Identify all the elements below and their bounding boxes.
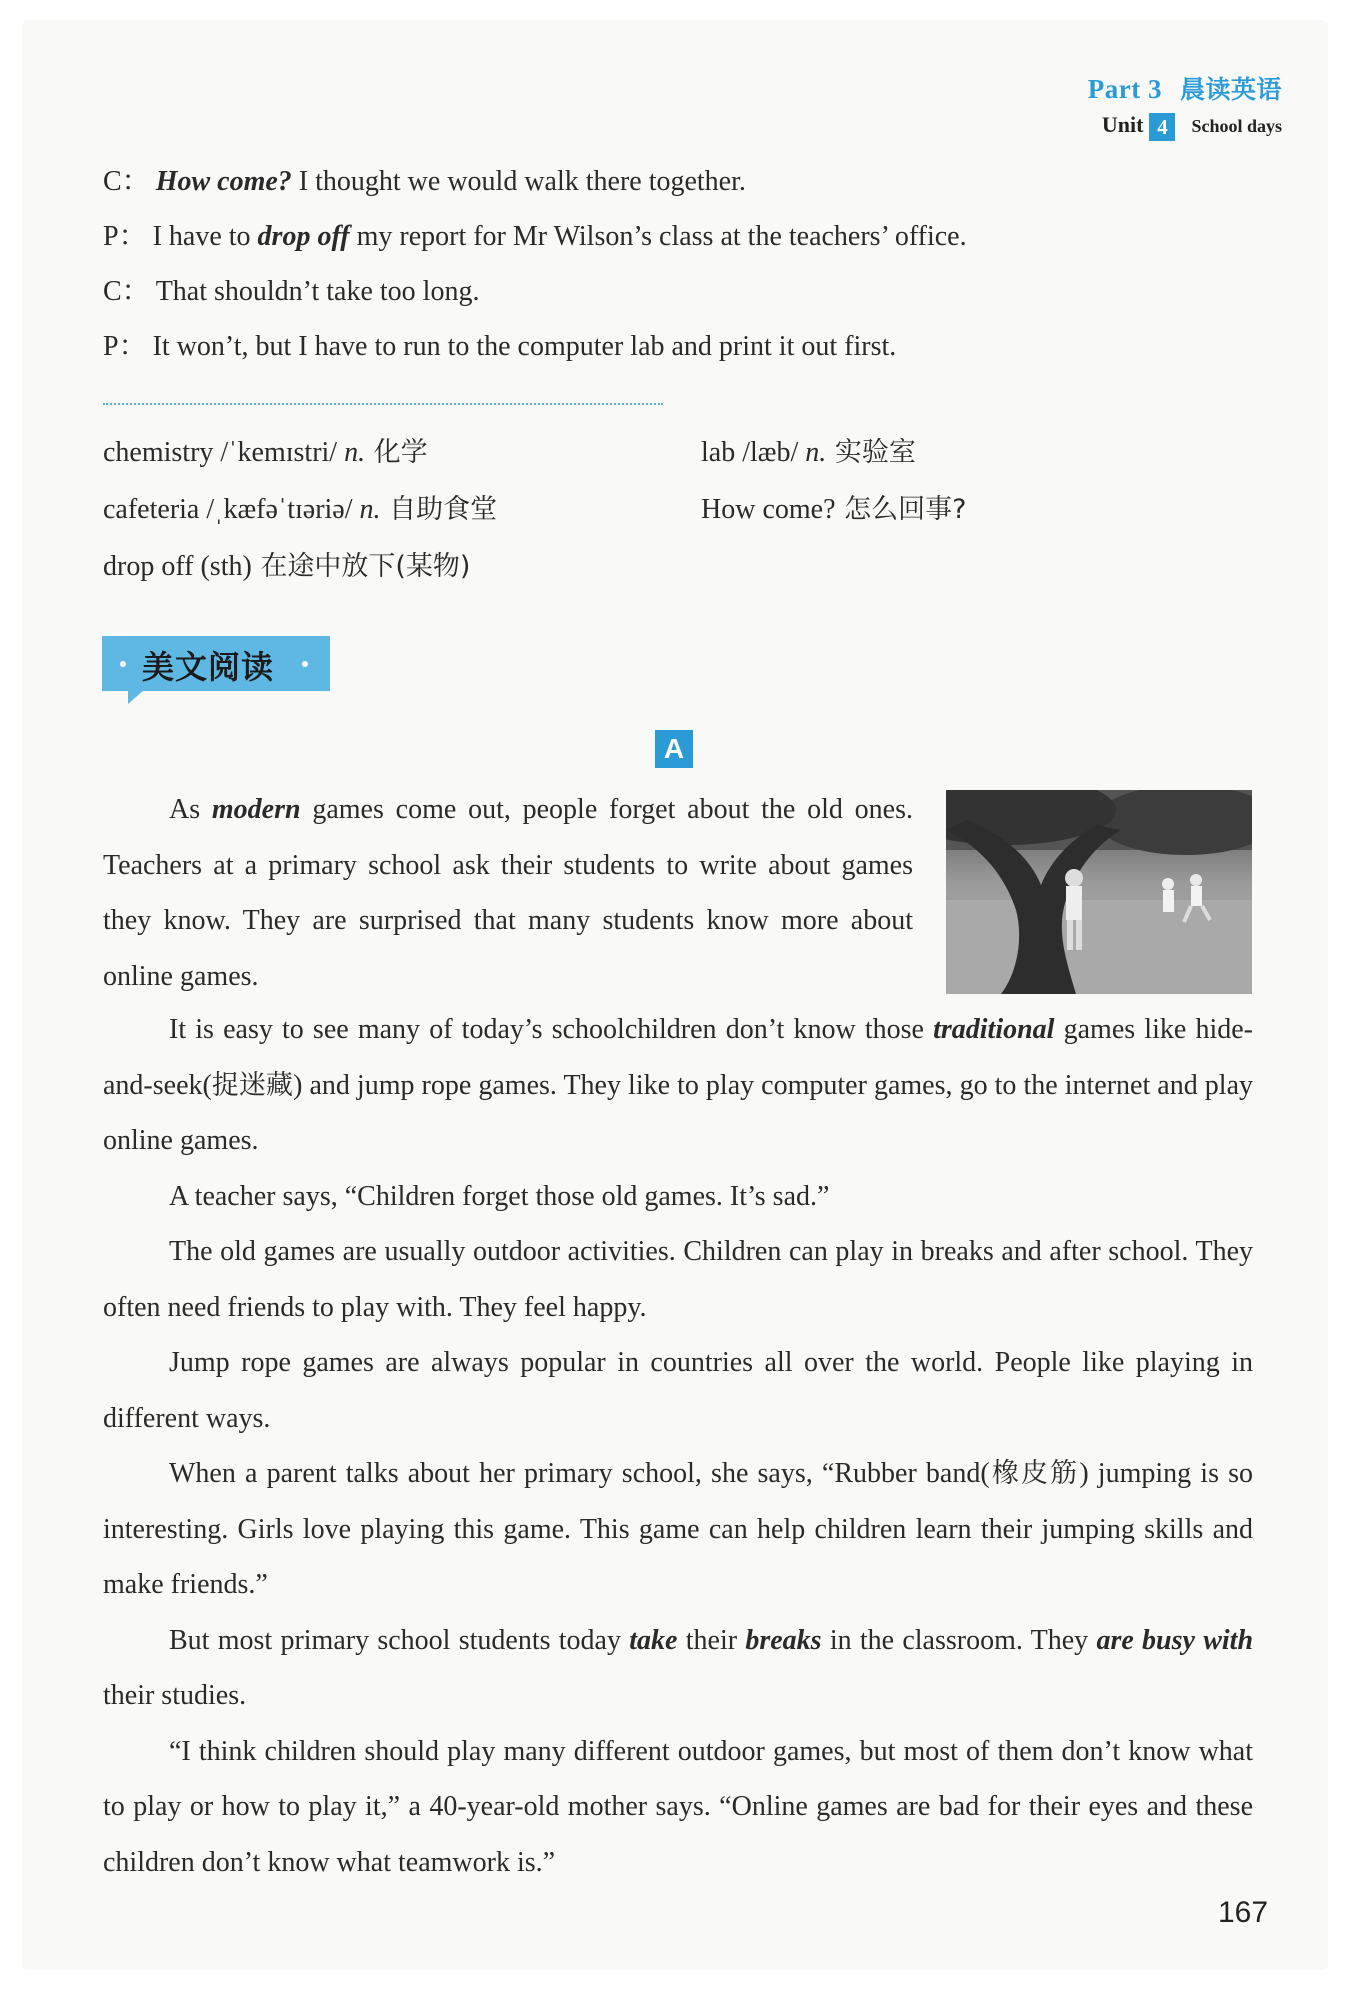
vocab-meaning: 在途中放下(某物)	[251, 551, 471, 582]
speaker-label: C：	[103, 276, 150, 307]
dialogue	[103, 154, 1253, 374]
key-word: breaks	[745, 1624, 822, 1656]
vocab-word: drop off (sth)	[103, 551, 252, 582]
vocab-meaning: 实验室	[826, 437, 916, 468]
dialogue-line	[103, 209, 1253, 264]
dialogue-line	[103, 264, 1253, 319]
speaker-label: P：	[103, 331, 147, 362]
key-word: traditional	[933, 1014, 1055, 1045]
dialogue-text: I have to	[152, 221, 258, 252]
paragraph-text: But most primary school students today	[169, 1624, 630, 1656]
vocab-meaning: 怎么回事?	[835, 494, 967, 525]
vocab-item-drop-off	[103, 544, 470, 583]
unit-number-badge: 4	[1149, 113, 1175, 141]
vocab-pos: n.	[805, 437, 827, 468]
dialogue-text: my report for Mr Wilson’s class at the teachers’ office.	[349, 221, 967, 252]
key-phrase: How come?	[155, 166, 292, 197]
unit-title	[1088, 112, 1282, 141]
vocab-word: cafeteria	[103, 494, 200, 525]
page-header	[1088, 70, 1282, 141]
vocab-word: chemistry	[103, 437, 214, 468]
key-word: are busy with	[1096, 1624, 1254, 1656]
dot-icon	[302, 661, 308, 667]
paragraph	[103, 1613, 1253, 1724]
paragraph-text: games like hide-and-seek(	[103, 1014, 1253, 1101]
paragraph-text: As	[169, 794, 212, 825]
part-label: Part 3	[1087, 74, 1162, 104]
paragraph-text: their studies.	[103, 1680, 247, 1711]
reading-passage	[103, 782, 1253, 1890]
dot-icon	[120, 661, 126, 667]
key-word: modern	[211, 794, 301, 825]
section-title: 美文阅读	[142, 648, 275, 686]
passage-letter-badge: A	[655, 730, 693, 768]
paragraph	[103, 1002, 1253, 1169]
paragraph-text: When a parent talks about her primary school, she says, “Rubber band(	[169, 1458, 990, 1489]
part-cn-label: 晨读英语	[1179, 75, 1282, 104]
chinese-gloss: 捉迷藏	[211, 1069, 294, 1101]
vocab-word: How come?	[701, 494, 836, 525]
dotted-divider	[103, 403, 663, 405]
vocab-meaning: 化学	[365, 437, 428, 468]
vocab-pos: n.	[359, 494, 381, 525]
chinese-gloss: 橡皮筋	[989, 1458, 1080, 1489]
vocab-word: lab	[701, 437, 736, 468]
vocab-row	[103, 430, 1253, 487]
paragraph	[103, 1446, 1253, 1613]
paragraph-text: ) jumping is so interesting. Girls love playing this game. This game can help children learn their jumping skills and make friends.”	[103, 1458, 1254, 1600]
vocab-ipa: /ˈkemɪstri/	[213, 437, 345, 468]
part-title	[1088, 70, 1282, 106]
dialogue-line	[103, 319, 1253, 374]
paragraph-text: It is easy to see many of today’s schoolchildren don’t know those	[169, 1014, 934, 1045]
vocab-meaning: 自助食堂	[380, 494, 498, 525]
page-number: 167	[1218, 1896, 1269, 1929]
vocabulary-list	[103, 430, 1253, 601]
unit-label: Unit	[1101, 112, 1144, 137]
key-phrase: drop off	[257, 221, 350, 252]
unit-subtitle: School days	[1191, 116, 1282, 136]
paragraph	[103, 782, 913, 1004]
paragraph: “I think children should play many different outdoor games, but most of them don’t know what to play or how to play it,” a 40-year-old mother says. “Online games are bad for their eyes and these children don’t know what teamwork is.”	[103, 1735, 1253, 1878]
dialogue-text: I thought we would walk there together.	[291, 166, 746, 197]
vocab-pos: n.	[344, 437, 366, 468]
vocab-row	[103, 487, 1253, 544]
dialogue-text: It won’t, but I have to run to the computer lab and print it out first.	[152, 331, 897, 362]
paragraph-text: ) and jump rope games. They like to play computer games, go to the internet and play online games.	[103, 1069, 1253, 1156]
speaker-label: C：	[103, 166, 150, 197]
paragraph: Jump rope games are always popular in countries all over the world. People like playing in different ways.	[103, 1347, 1253, 1434]
vocab-ipa: /ˌkæfəˈtɪəriə/	[199, 494, 360, 525]
vocab-item-how-come	[701, 487, 966, 526]
paragraph-text: in the classroom. They	[821, 1624, 1097, 1656]
paragraph: A teacher says, “Children forget those old games. It’s sad.”	[169, 1180, 830, 1212]
vocab-item-cafeteria	[103, 487, 497, 526]
vocab-item-lab	[701, 430, 916, 469]
paragraph: The old games are usually outdoor activities. Children can play in breaks and after school. They often need friends to play with. They feel happy.	[103, 1236, 1253, 1323]
dialogue-text: That shouldn’t take too long.	[155, 276, 480, 307]
paragraph-text: their	[677, 1624, 746, 1656]
dialogue-line	[103, 154, 1253, 209]
vocab-item-chemistry	[103, 430, 428, 469]
speaker-label: P：	[103, 221, 147, 252]
section-heading-tag	[102, 636, 330, 691]
key-word: take	[629, 1624, 678, 1656]
paragraph-text: games come out, people forget about the old ones. Teachers at a primary school ask their students to write about games they know. They are surprised that many students know more about online games.	[103, 794, 913, 992]
vocab-ipa: /læb/	[735, 437, 806, 468]
vocab-row	[103, 544, 1253, 601]
